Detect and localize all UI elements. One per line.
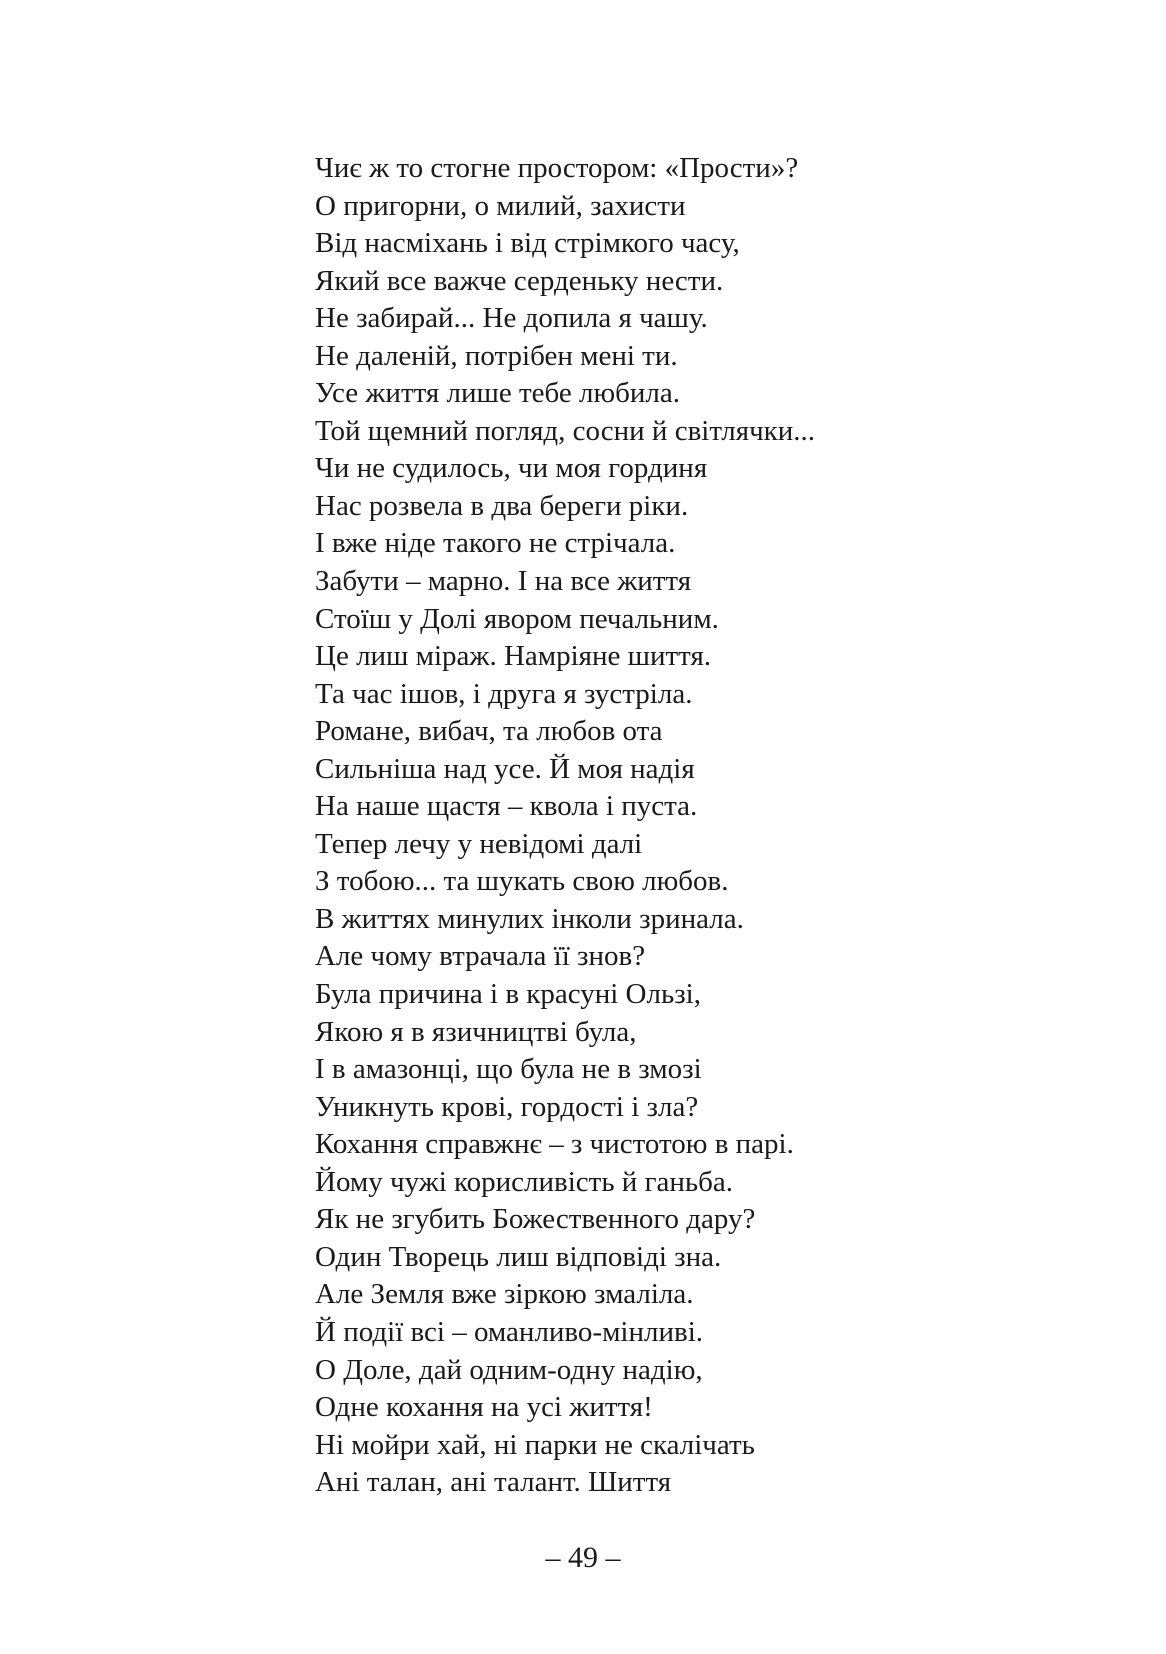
poem-line: Чи не судилось, чи моя гординя	[315, 452, 708, 485]
poem-line: О пригорни, о милий, захисти	[315, 189, 686, 222]
poem-text	[315, 150, 1115, 1502]
poem-line: Була причина і в красуні Ользі,	[315, 978, 701, 1011]
poem-line: Йому чужі корисливість й ганьба.	[315, 1165, 733, 1198]
poem-line: Як не згубить Божественного дару?	[315, 1203, 756, 1236]
poem-line: Не забирай... Не допила я чашу.	[315, 302, 708, 335]
poem-line: Який все важче серденьку нести.	[315, 264, 724, 297]
poem-line: Не даленій, потрібен мені ти.	[315, 339, 678, 372]
poem-line: Й події всі – оманливо-мінливі.	[315, 1315, 704, 1348]
poem-line: Але Земля вже зіркою змаліла.	[315, 1278, 694, 1311]
poem-line: Той щемний погляд, сосни й світлячки...	[315, 414, 816, 447]
poem-line: Але чому втрачала її знов?	[315, 940, 646, 973]
poem-line: Кохання справжнє – з чистотою в парі.	[315, 1128, 794, 1161]
poem-line: Романе, вибач, та любов ота	[315, 715, 663, 748]
poem-line: Нас розвела в два береги ріки.	[315, 489, 689, 522]
poem-line: Тепер лечу у невідомі далі	[315, 827, 643, 860]
poem-line: Одне кохання на усі життя!	[315, 1391, 653, 1424]
poem-line: О Доле, дай одним-одну надію,	[315, 1353, 703, 1386]
poem-line: Це лиш міраж. Намріяне шиття.	[315, 640, 712, 673]
poem-line: Ні мойри хай, ні парки не скалічать	[315, 1428, 755, 1461]
poem-line: Усе життя лише тебе любила.	[315, 377, 680, 410]
poem-line: На наше щастя – квола і пуста.	[315, 790, 698, 823]
poem-line: Чиє ж то стогне простором: «Прости»?	[315, 152, 799, 184]
poem-line: В життях минулих інколи зринала.	[315, 902, 744, 935]
poem-line: Сильніша над усе. Й моя надія	[315, 752, 695, 785]
page-number: – 49 –	[545, 1541, 621, 1574]
poem-line: І в амазонці, що була не в змозі	[315, 1053, 702, 1086]
poem-line: Один Творець лиш відповіді зна.	[315, 1240, 722, 1273]
poem-line: Забути – марно. І на все життя	[315, 565, 692, 598]
poem-line: Стоїш у Долі явором печальним.	[315, 602, 719, 635]
poem-line: Та час ішов, і друга я зустріла.	[315, 677, 693, 710]
poem-line: Якою я в язичництві була,	[315, 1015, 637, 1048]
poem-line: Від насміхань і від стрімкого часу,	[315, 227, 740, 260]
poem-line: Уникнуть крові, гордості і зла?	[315, 1090, 699, 1123]
poem-line: І вже ніде такого не стрічала.	[315, 527, 676, 560]
poem-line: Ані талан, ані талант. Шиття	[315, 1466, 672, 1499]
poem-line: З тобою... та шукать свою любов.	[315, 865, 729, 898]
